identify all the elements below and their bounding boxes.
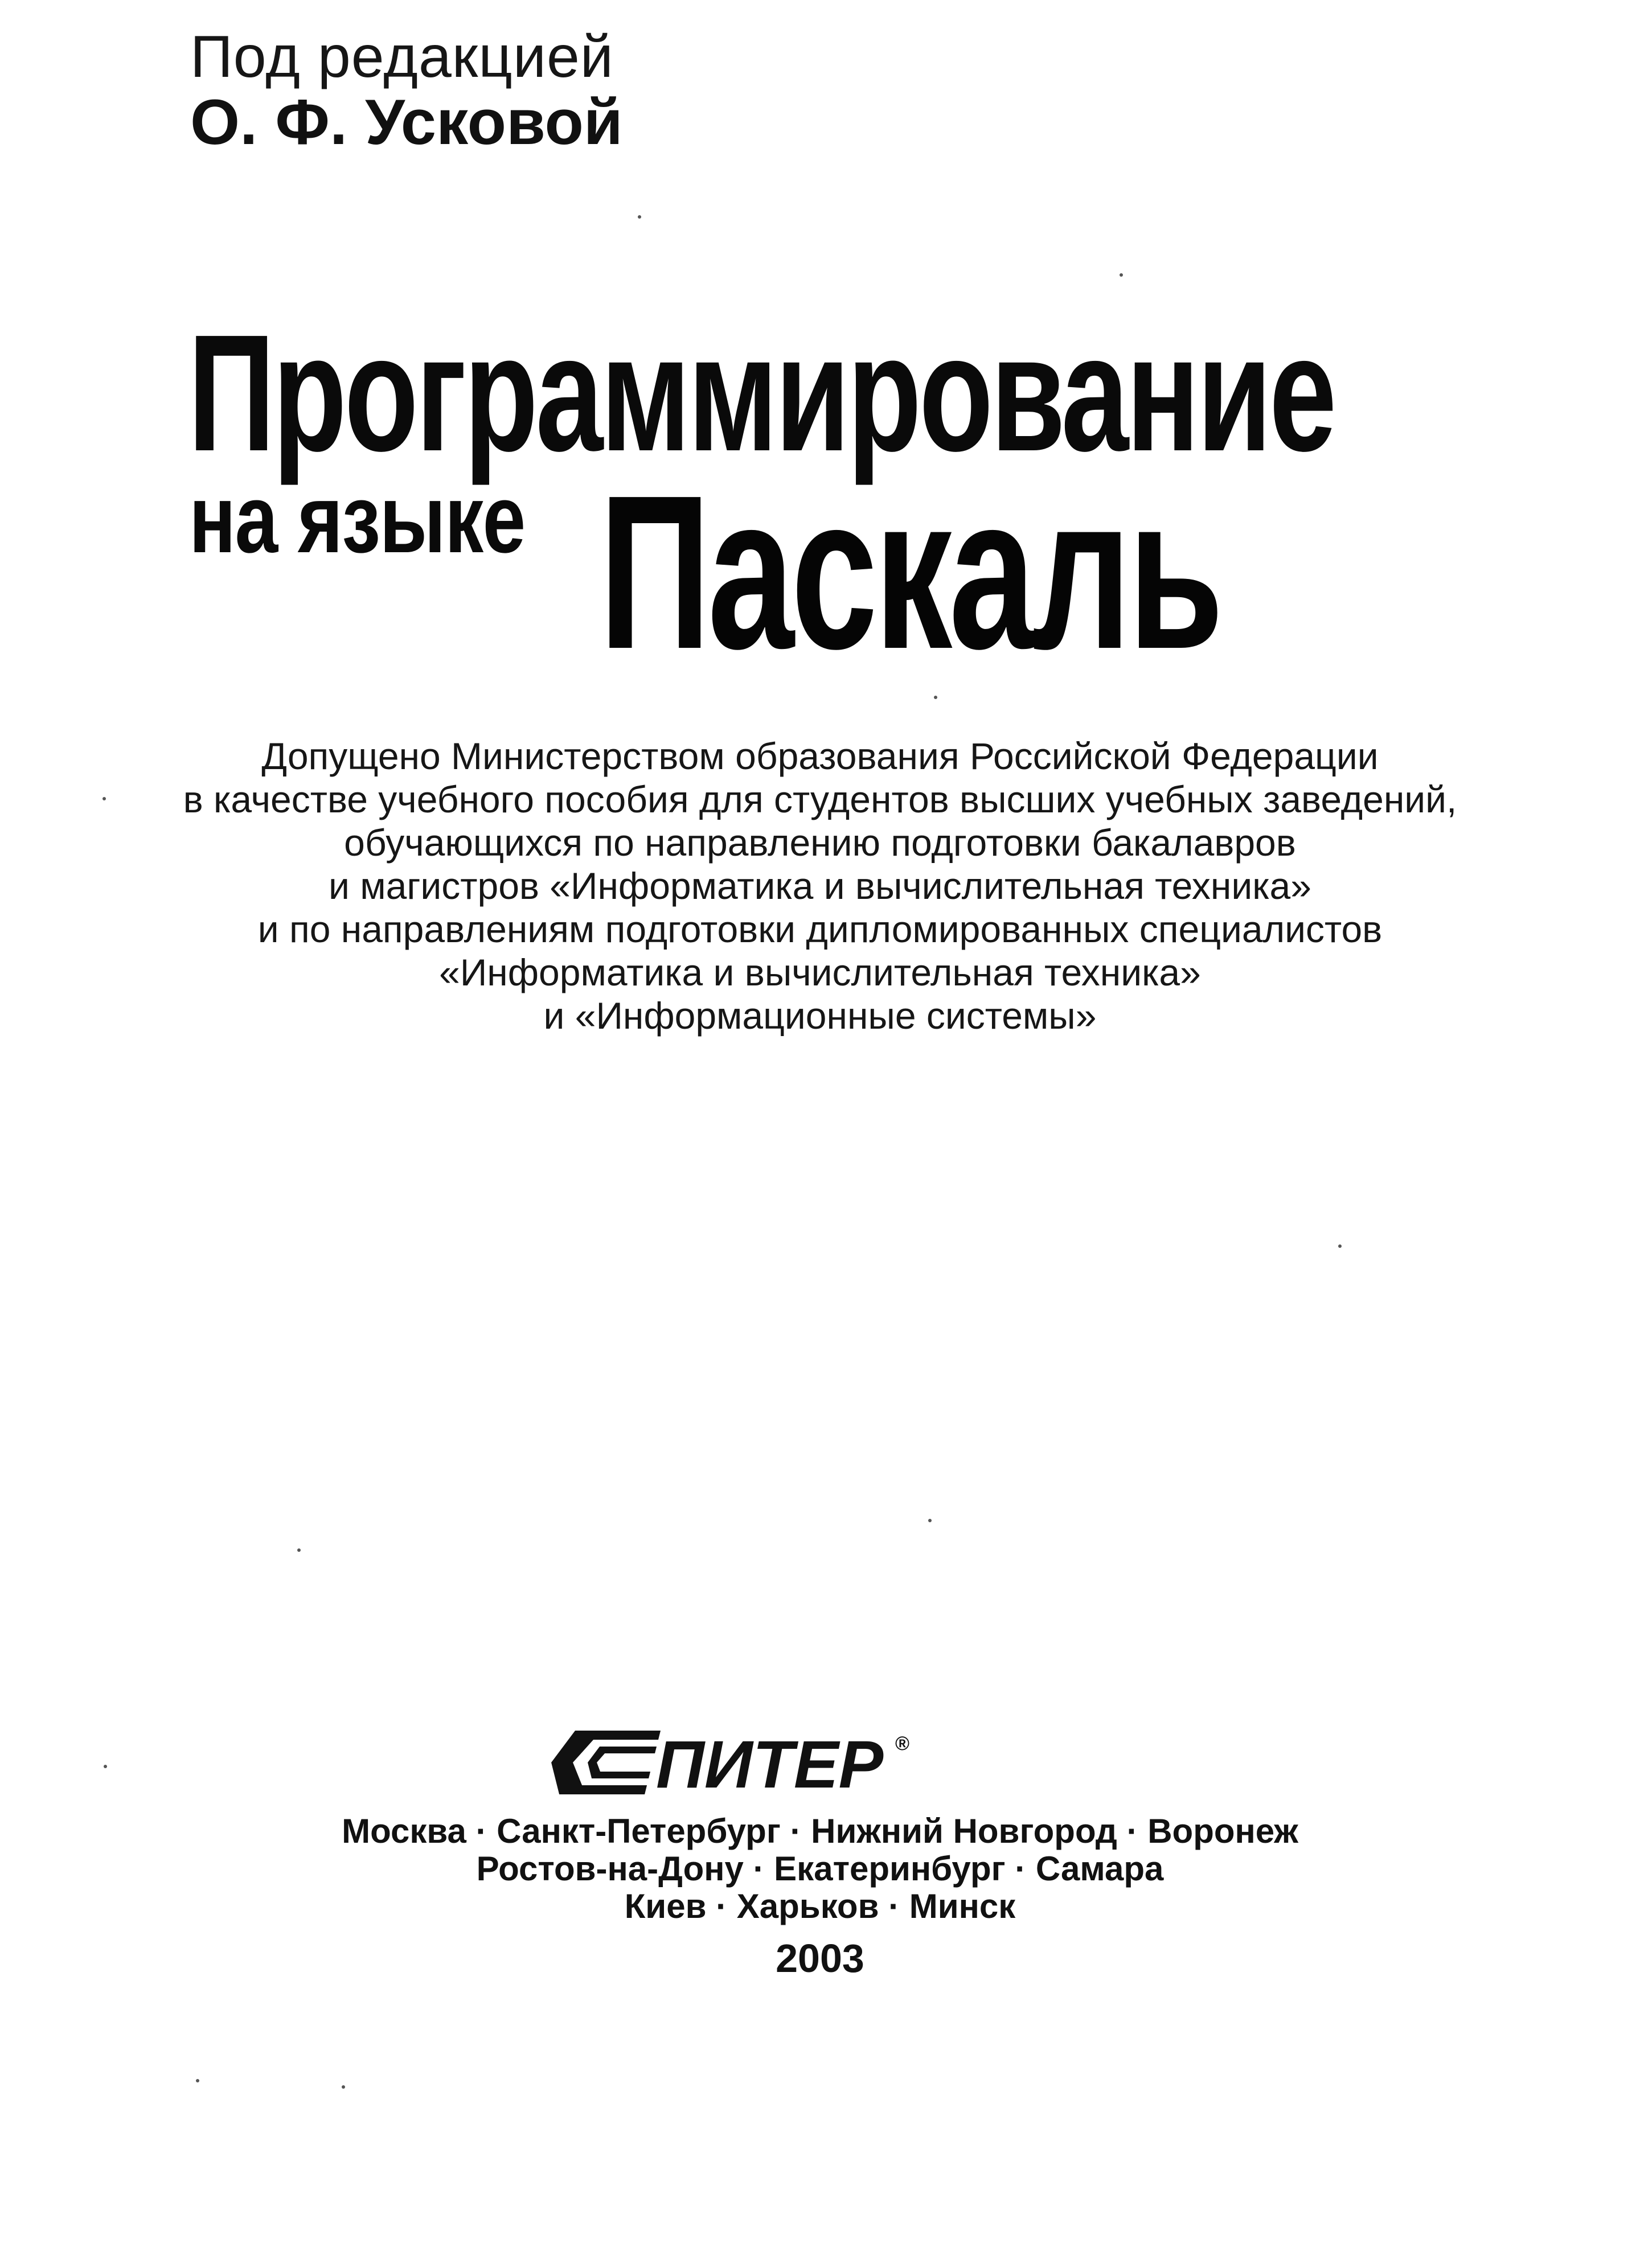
book-title-line-1: Программирование: [188, 300, 1335, 486]
scan-speck: [342, 2085, 345, 2089]
approval-line: и по направлениям подготовки дипломированных специалистов: [257, 908, 1383, 950]
book-title-line-2-large: Паскаль: [599, 449, 1221, 695]
publisher-cities: [0, 1813, 1640, 1925]
approval-line: и магистров «Информатика и вычислительная техника»: [329, 865, 1311, 907]
publisher-logo: [544, 1717, 920, 1808]
approval-line: Допущено Министерством образования Российской Федерации: [261, 735, 1379, 777]
editor-label: Под редакцией: [190, 24, 614, 90]
book-title-line-2-small: на языке: [189, 465, 525, 573]
cities-line: Ростов-на-Дону · Екатеринбург · Самара: [476, 1850, 1164, 1888]
scan-speck: [1338, 1244, 1342, 1248]
scan-speck: [102, 797, 106, 800]
scan-speck: [196, 2079, 199, 2082]
scan-speck: [104, 1765, 107, 1768]
logo-text: ПИТЕР: [656, 1727, 884, 1802]
approval-line: и «Информационные системы»: [543, 995, 1097, 1037]
piter-logo-icon: [544, 1717, 920, 1808]
logo-registered-mark: ®: [895, 1733, 910, 1755]
cities-line: Киев · Харьков · Минск: [624, 1887, 1016, 1925]
approval-line: обучающихся по направлению подготовки бакалавров: [344, 821, 1296, 864]
scan-speck: [1120, 273, 1123, 277]
scan-speck: [928, 1519, 932, 1522]
editor-name: О. Ф. Усковой: [190, 87, 623, 158]
scan-speck: [934, 696, 937, 699]
cities-line: Москва · Санкт-Петербург · Нижний Новгород · Воронеж: [342, 1812, 1298, 1850]
approval-line: в качестве учебного пособия для студентов высших учебных заведений,: [183, 778, 1457, 820]
approval-statement: [0, 734, 1640, 1037]
approval-line: «Информатика и вычислительная техника»: [439, 951, 1201, 993]
scan-speck: [638, 215, 641, 219]
scan-speck: [297, 1548, 301, 1552]
publication-year: 2003: [776, 1936, 864, 1981]
